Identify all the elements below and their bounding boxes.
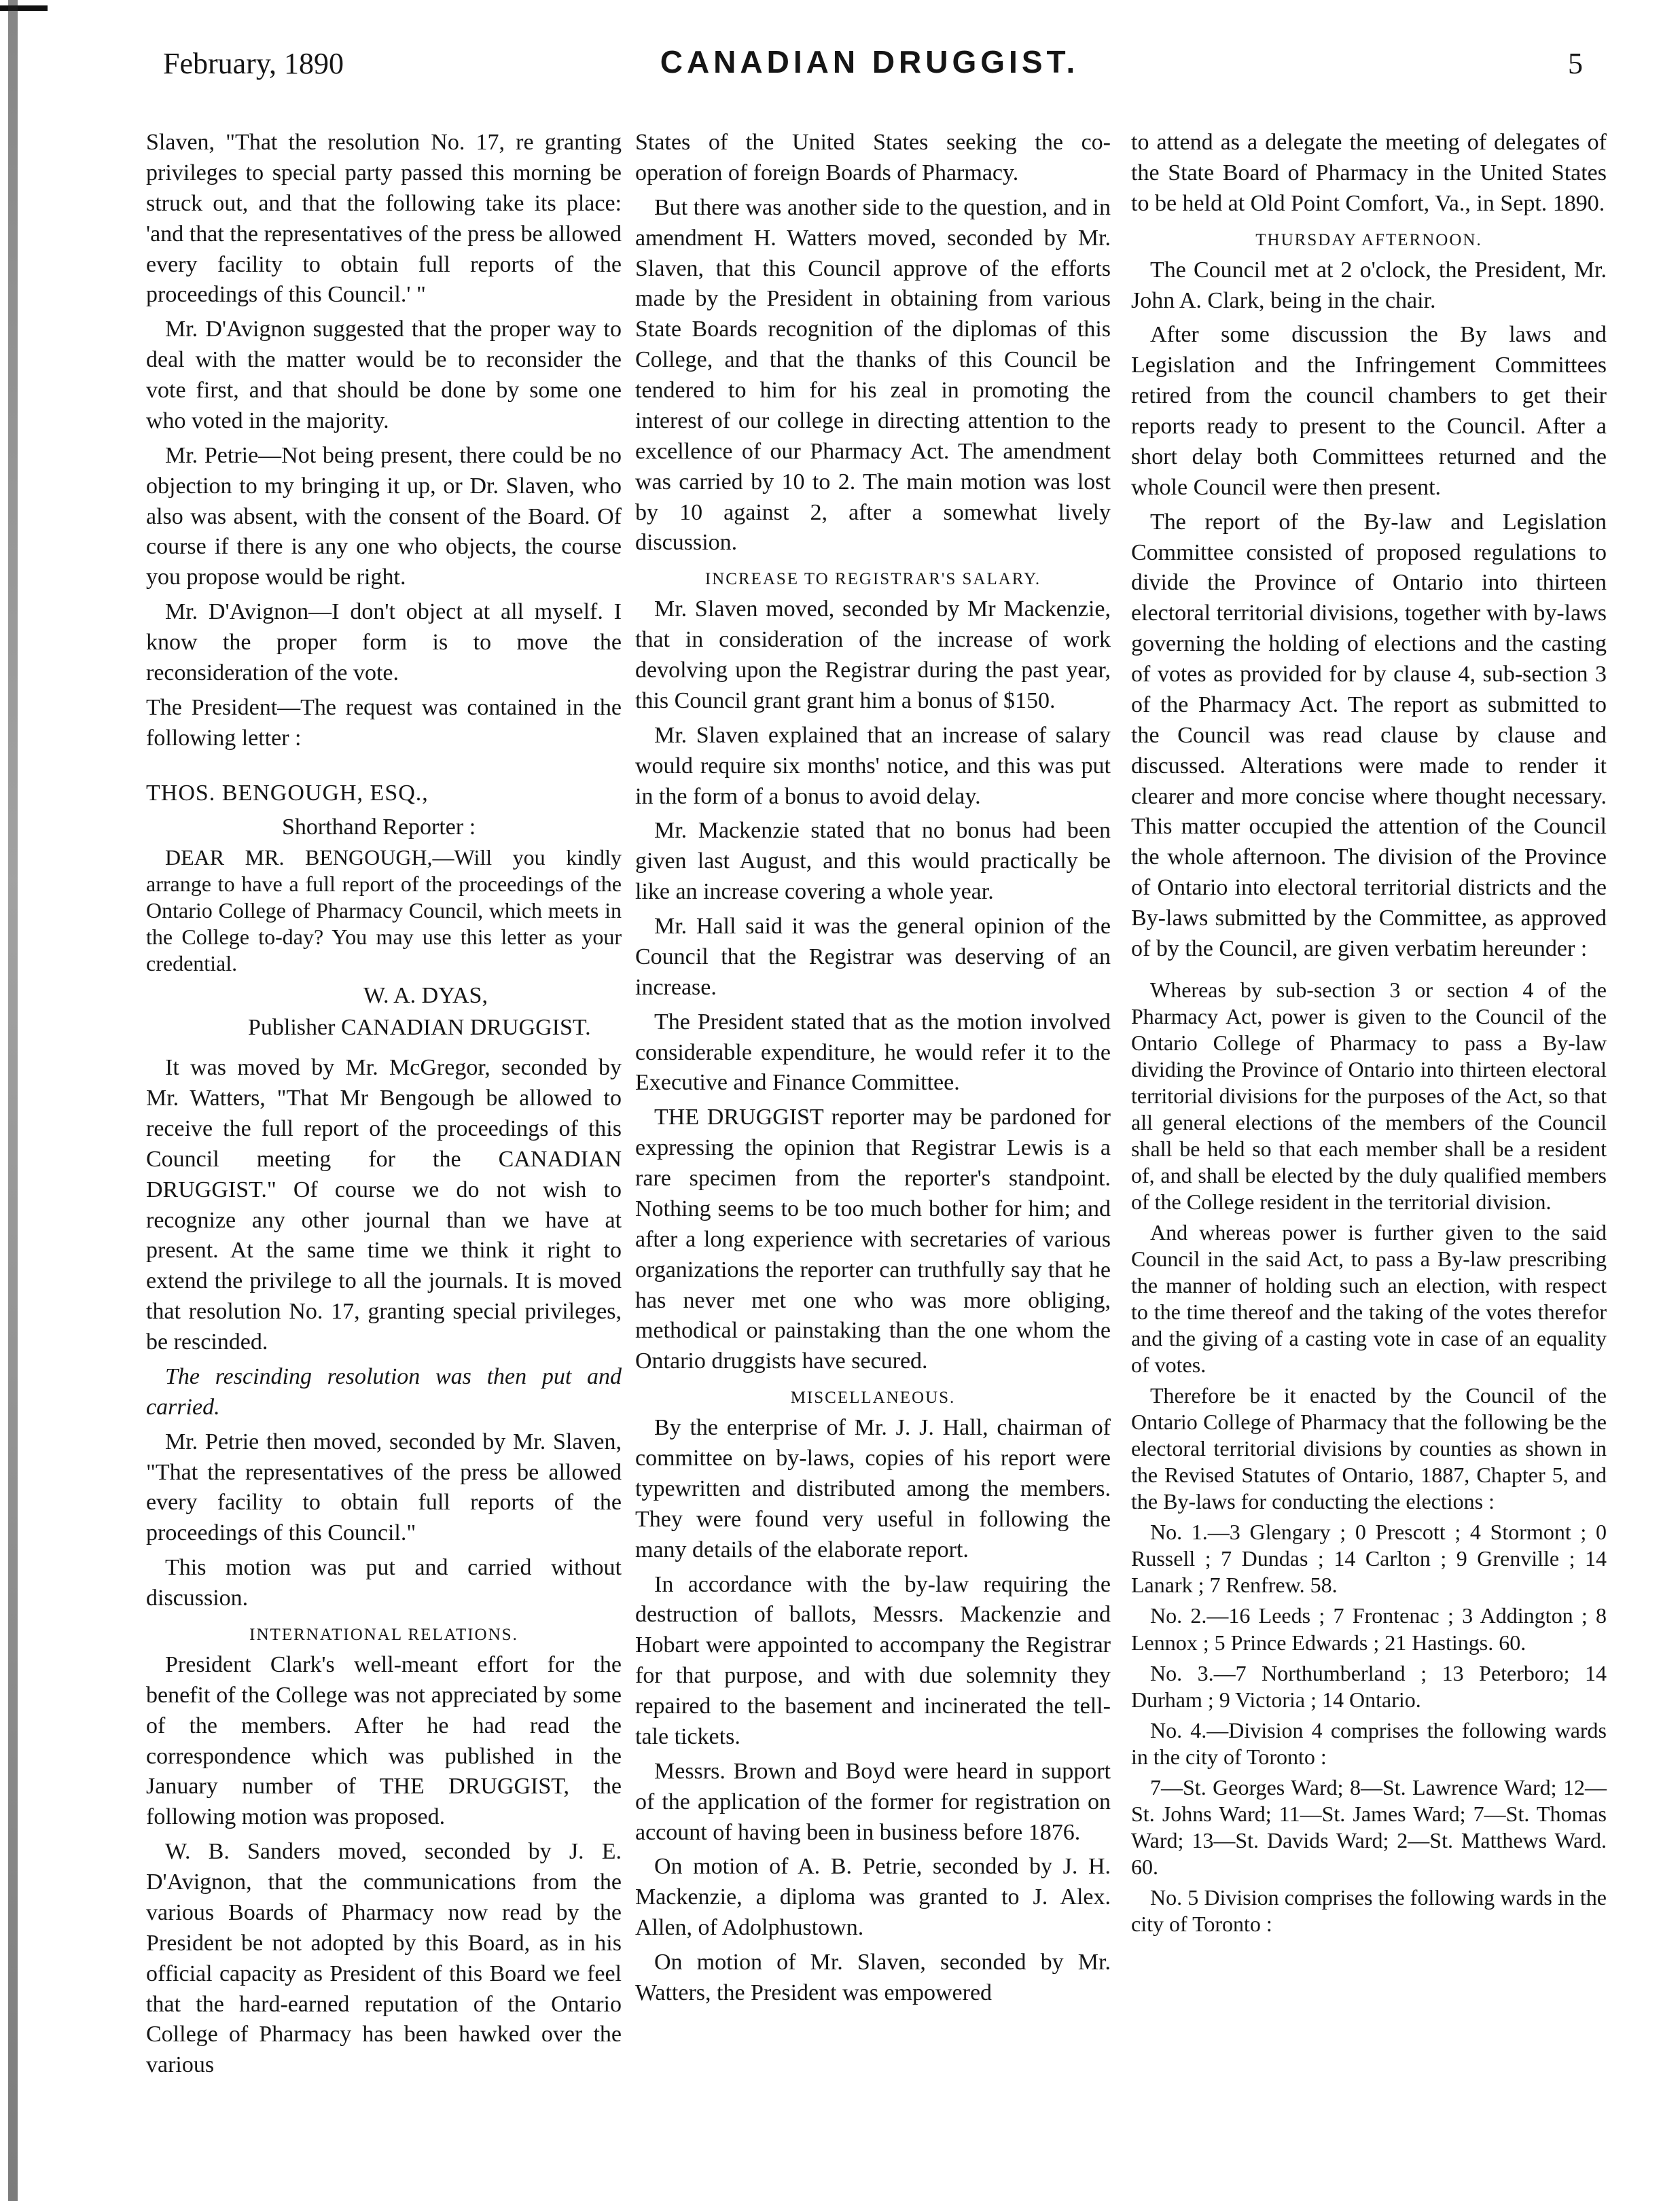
paragraph: Mr. Mackenzie stated that no bonus had been given last August, and this would practically be like an increase covering a whole year.: [635, 818, 1111, 905]
paragraph: This motion was put and carried without discussion.: [146, 1555, 622, 1611]
division-entry: No. 5 Division comprises the following wards in the city of Toronto :: [1131, 1884, 1607, 1936]
section-heading: THURSDAY AFTERNOON.: [1255, 230, 1482, 249]
letter-signer-role: Publisher CANADIAN DRUGGIST.: [248, 1015, 591, 1041]
division-entry: No. 1.—3 Glengary ; 0 Prescott ; 4 Stormont ; 0 Russell ; 7 Dundas ; 14 Carlton ; 9 Grenville ; 14 Lanark ; 7 Renfrew. 58.: [1131, 1520, 1607, 1598]
paragraph: On motion of Mr. Slaven, seconded by Mr. Watters, the President was empowered: [635, 1950, 1111, 2005]
spacer: [146, 758, 622, 779]
paragraph: Mr. D'Avignon—I don't object at all myself. I know the proper form is to move the reconsideration of the vote.: [146, 599, 622, 685]
paragraph: to attend as a delegate the meeting of delegates of the State Board of Pharmacy in the United States to be held at Old Point Comfort, Va., in Sept. 1890.: [1131, 130, 1607, 216]
spacer: [146, 1045, 622, 1053]
paragraph: Mr. Slaven moved, seconded by Mr Mackenzie, that in consideration of the increase of work devolving upon the Registrar during the past year, this Council grant grant him a bonus of $150.: [635, 596, 1111, 713]
paragraph: Messrs. Brown and Boyd were heard in support of the application of the former for registration on account of having been in business before 1876.: [635, 1758, 1111, 1845]
section-heading: INTERNATIONAL RELATIONS.: [249, 1625, 518, 1644]
paragraph: Mr. Petrie—Not being present, there could be no objection to my bringing it up, or Dr. Slaven, who also was absent, with the consent of the Board. Of course if there is any one who objects, the course you propose would be right.: [146, 442, 622, 590]
paragraph: W. B. Sanders moved, seconded by J. E. D'Avignon, that the communications from the various Boards of Pharmacy now read by the President be not adopted by this Board, as in his official capacity as President of this Board we feel that the hard-earned reputation of the Ontario College of Pharmacy has been hawked over the various: [146, 1839, 622, 2078]
paragraph: The President—The request was contained in the following letter :: [146, 694, 622, 751]
paragraph: The rescinding resolution was then put and carried.: [146, 1363, 622, 1420]
paragraph: Slaven, "That the resolution No. 17, re granting privileges to special party passed this morning be struck out, and that the following take its place: 'and that the representatives of the press be allowed every facility to obtain full reports of the proceedings of this Council.' ": [146, 130, 622, 308]
paragraph: On motion of A. B. Petrie, seconded by J. H. Mackenzie, a diploma was granted to J. Alex. Allen, of Adolphustown.: [635, 1854, 1111, 1941]
scan-edge-artifact: [0, 0, 27, 2201]
column-right: [1131, 128, 1607, 1941]
letter-body: DEAR MR. BENGOUGH,—Will you kindly arrange to have a full report of the proceedings of the Ontario College of Pharmacy Council, which meets in the College to-day? You may use this letter as your credential.: [146, 845, 622, 976]
paragraph: President Clark's well-meant effort for the benefit of the College was not appreciated by some of the members. After he had read the correspondence which was published in the January number of THE DRUGGIST, the following motion was proposed.: [146, 1651, 622, 1830]
paragraph: THE DRUGGIST reporter may be pardoned for expressing the opinion that Registrar Lewis is a rare specimen from the reporter's standpoint. Nothing seems to be too much bother for him; and after a long experience with secretaries of various organizations the reporter can truthfully say that he has never met one who was more obliging, methodical or painstaking than the one whom the Ontario druggists have secured.: [635, 1105, 1111, 1374]
division-entry: No. 3.—7 Northumberland ; 13 Peterboro; 14 Durham ; 9 Victoria ; 14 Ontario.: [1131, 1660, 1607, 1712]
paragraph: The President stated that as the motion involved considerable expenditure, he would refer it to the Executive and Finance Committee.: [635, 1009, 1111, 1096]
scan-edge-bar: [8, 0, 18, 2201]
paragraph: But there was another side to the question, and in amendment H. Watters moved, seconded by Mr. Slaven, that this Council approve of the efforts made by the President in obtaining from various State Boards recognition of the diplomas of this College, and that the thanks of this Council be tendered to him for his zeal in promoting the interest of our college in directing attention to the excellence of our Pharmacy Act. The amendment was carried by 10 to 2. The main motion was lost by 10 against 2, after a somewhat lively discussion.: [635, 194, 1111, 556]
paragraph: States of the United States seeking the co-operation of foreign Boards of Pharmacy.: [635, 130, 1111, 185]
paragraph: Mr. Hall said it was the general opinion of the Council that the Registrar was deserving of an increase.: [635, 914, 1111, 1000]
spacer: [1131, 969, 1607, 977]
paragraph: Mr. Petrie then moved, seconded by Mr. Slaven, "That the representatives of the press be allowed every facility to obtain full reports of the proceedings of this Council.": [146, 1429, 622, 1546]
paragraph: It was moved by Mr. McGregor, seconded by Mr. Watters, "That Mr Bengough be allowed to receive the full report of the proceedings of this Council meeting for the CANADIAN DRUGGIST." Of course we do not wish to recognize any other journal than we have at present. At the same time we think it right to extend the privilege to all the journals. It is moved that resolution No. 17, granting special privileges, be rescinded.: [146, 1055, 622, 1355]
bylaw-paragraph: And whereas power is further given to the said Council in the said Act, to pass a By-law prescribing the manner of holding such an election, with respect to the time thereof and the taking of the votes therefor and the giving of a casting vote in case of an equality of votes.: [1131, 1220, 1607, 1378]
column-middle: [635, 128, 1111, 2013]
paragraph: Mr. D'Avignon suggested that the proper way to deal with the matter would be to reconsider the vote first, and that should be done by some one who voted in the majority.: [146, 317, 622, 433]
letter-addressee-role: Shorthand Reporter :: [282, 815, 476, 840]
column-left: [146, 128, 622, 2085]
division-entry: No. 2.—16 Leeds ; 7 Frontenac ; 3 Addington ; 8 Lennox ; 5 Prince Edwards ; 21 Hastings. 60.: [1131, 1603, 1607, 1655]
issue-date: February, 1890: [163, 47, 344, 80]
paragraph: By the enterprise of Mr. J. J. Hall, chairman of committee on by-laws, copies of his report were typewritten and distributed among the members. They were found very useful in following the many details of the elaborate report.: [635, 1415, 1111, 1562]
letter-addressee: THOS. BENGOUGH, ESQ.,: [146, 780, 429, 806]
scan-edge-topline: [0, 5, 48, 11]
division-entry: 7—St. Georges Ward; 8—St. Lawrence Ward; 12—St. Johns Ward; 11—St. James Ward; 7—St. Thomas Ward; 13—St. Davids Ward; 2—St. Matthews Ward. 60.: [1131, 1774, 1607, 1879]
paragraph: The Council met at 2 o'clock, the President, Mr. John A. Clark, being in the chair.: [1131, 257, 1607, 313]
page-header: [156, 46, 1583, 94]
paragraph: Mr. Slaven explained that an increase of salary would require six months' notice, and this was put in the form of a bonus to avoid delay.: [635, 722, 1111, 809]
division-entry: No. 4.—Division 4 comprises the following wards in the city of Toronto :: [1131, 1717, 1607, 1769]
publication-title: CANADIAN DRUGGIST.: [660, 44, 1079, 79]
paragraph: After some discussion the By laws and Legislation and the Infringement Committees retired from the council chambers to get their reports ready to present to the Council. After a short delay both Committees returned and the whole Council were then present.: [1131, 322, 1607, 500]
bylaw-paragraph: Therefore be it enacted by the Council of the Ontario College of Pharmacy that the following be the electoral territorial divisions by counties as shown in the Revised Statutes of Ontario, 1887, Chapter 5, and the By-laws for conducting the elections :: [1131, 1383, 1607, 1514]
section-heading: INCREASE TO REGISTRAR'S SALARY.: [704, 570, 1041, 589]
letter-signer: W. A. DYAS,: [363, 983, 488, 1009]
bylaw-paragraph: Whereas by sub-section 3 or section 4 of the Pharmacy Act, power is given to the Council of the Ontario College of Pharmacy to pass a By-law dividing the Province of Ontario into thirteen electoral territorial divisions for the purposes of the Act, so that all general elections of the members of the Council shall be held so that each member shall be a resident of, and shall be elected by the duly qualified members of the College resident in the territorial division.: [1131, 977, 1607, 1214]
paragraph: The report of the By-law and Legislation Committee consisted of proposed regulations to divide the Province of Ontario into thirteen electoral territorial divisions, together with by-laws governing the holding of elections and the casting of votes as provided for by clause 4, sub-section 3 of the Pharmacy Act. The report as submitted to the Council was read clause by clause and discussed. Alterations were made to render it clearer and more concise where thought necessary. This matter occupied the attention of the Council the whole afternoon. The division of the Province of Ontario into electoral territorial districts and the By-laws submitted by the Committee, as approved of by the Council, are given verbatim hereunder :: [1131, 509, 1607, 961]
page-number: 5: [1568, 47, 1583, 80]
section-heading: MISCELLANEOUS.: [790, 1389, 956, 1408]
paragraph: In accordance with the by-law requiring the destruction of ballots, Messrs. Mackenzie and Hobart were appointed to accompany the Registrar for that purpose, and with due solemnity they repaired to the basement and incinerated the tell-tale tickets.: [635, 1571, 1111, 1749]
